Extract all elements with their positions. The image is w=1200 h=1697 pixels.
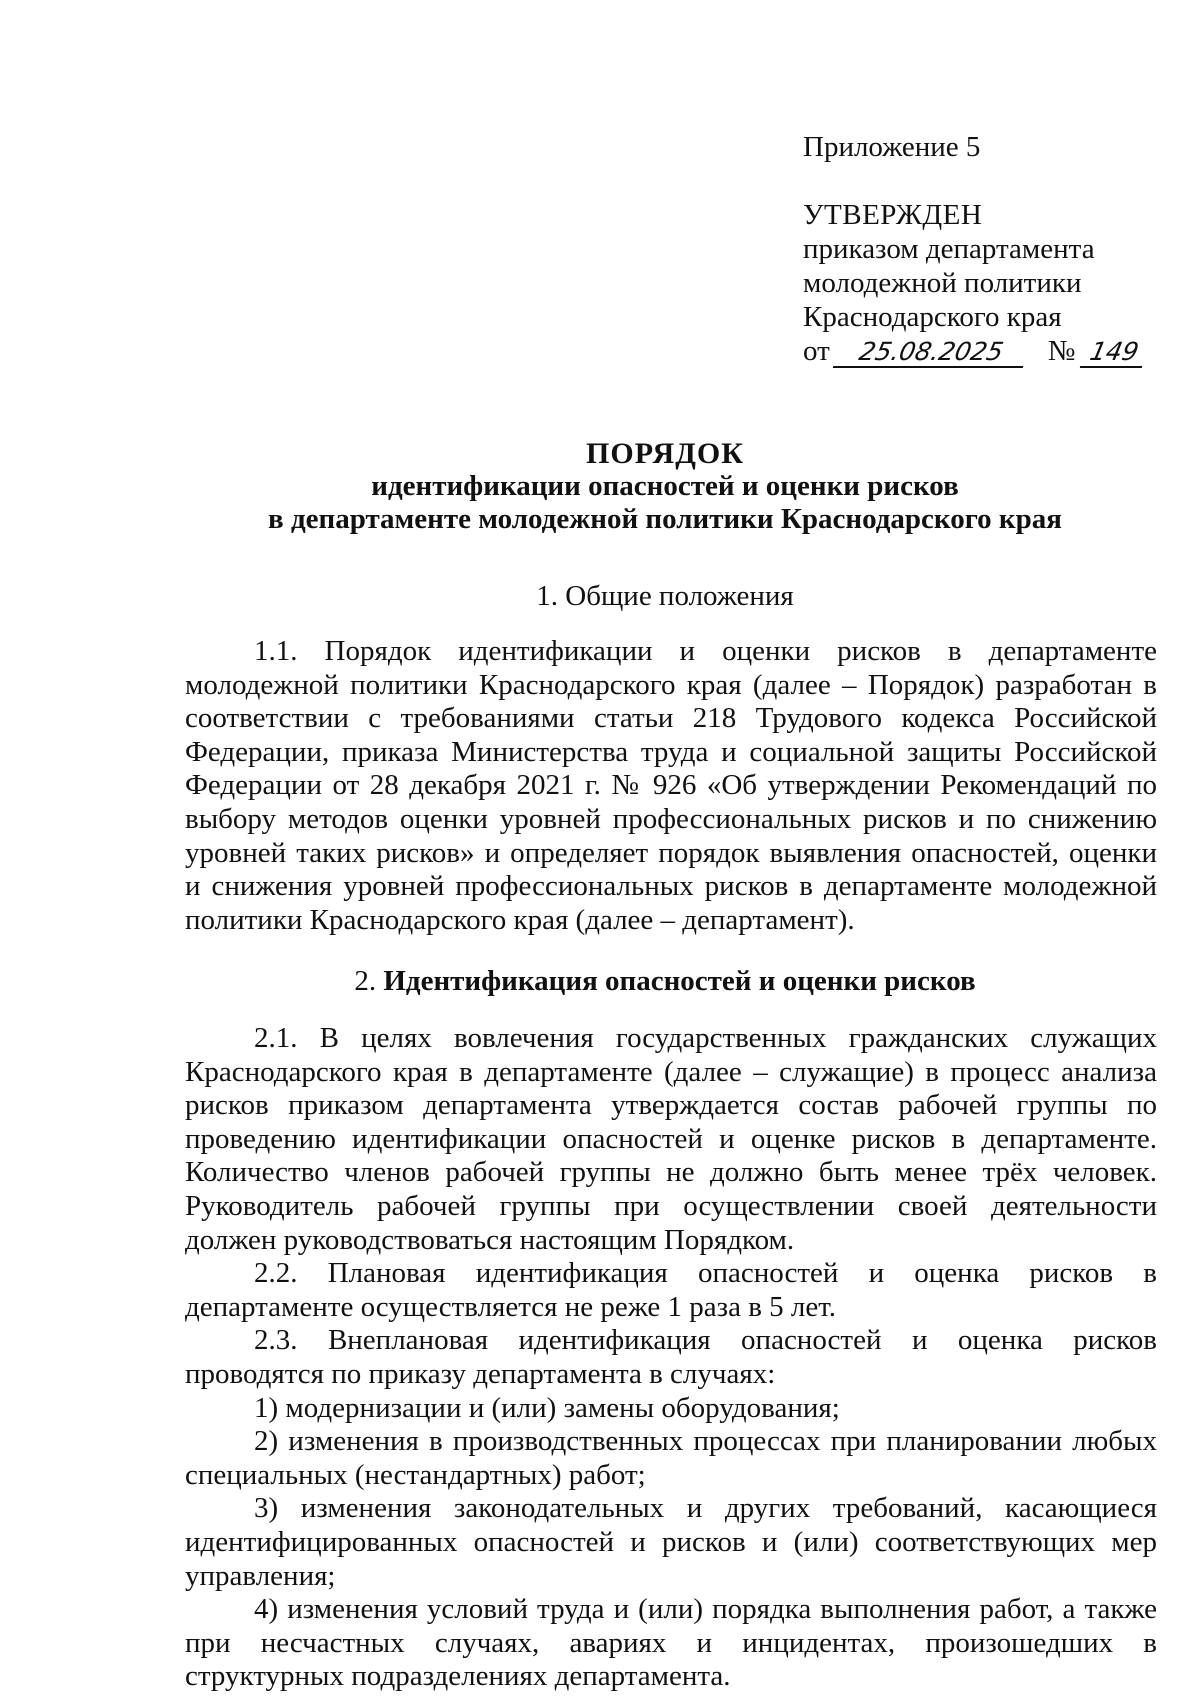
section-2-heading (185, 965, 1145, 998)
title-subtitle-1: идентификации опасностей и оценки рисков (371, 470, 959, 502)
paragraph-2-1: 2.1. В целях вовлечения государственных гражданских служащих Краснодарского края в департаменте (далее – служащие) в процесс анализа рисков приказом департамента утверждается состав рабочей группы по проведению идентификации опасностей и оценке рисков в департаменте. Количество членов рабочей группы не должно быть менее трёх человек. Руководитель рабочей группы при осуществлении своей деятельности должен руководствоваться настоящим Порядком. (185, 1022, 1157, 1256)
section-2-heading-text: Идентификация опасностей и оценки рисков (383, 965, 976, 997)
approved-label: УТВЕРЖДЕН (803, 199, 983, 231)
section-1-heading: 1. Общие положения (536, 580, 794, 612)
list-item-4: 4) изменения условий труда и (или) порядка выполнения работ, а также при несчастных случаях, авариях и инцидентах, произошедших в структурных подразделениях департамента. (185, 1593, 1157, 1693)
document-title (185, 437, 1145, 536)
paragraph-2-3: 2.3. Внеплановая идентификация опасностей и оценка рисков проводятся по приказу департамента в случаях: (185, 1324, 1157, 1390)
section-2-body (185, 1022, 1157, 1694)
approval-line-2: молодежной политики (803, 267, 1082, 299)
list-item-2: 2) изменения в производственных процессах при планировании любых специальных (нестандартных) работ; (185, 1425, 1157, 1491)
list-item-3: 3) изменения законодательных и других требований, касающиеся идентифицированных опасностей и рисков и (или) соответствующих мер управления; (185, 1492, 1157, 1592)
paragraph-1-1: 1.1. Порядок идентификации и оценки рисков в департаменте молодежной политики Краснодарского края (далее – Порядок) разработан в соответствии с требованиями статьи 218 Трудового кодекса Российской Федерации, приказа Министерства труда и социальной защиты Российской Федерации от 28 декабря 2021 г. № 926 «Об утверждении Рекомендаций по выбору методов оценки уровней профессиональных рисков и по снижению уровней таких рисков» и определяет порядок выявления опасностей, оценки и снижения уровней профессиональных рисков в департаменте молодежной политики Краснодарского края (далее – департамент). (185, 635, 1157, 936)
section-1-body (185, 635, 1157, 937)
approval-date-number-row (803, 334, 1163, 368)
approval-line-3: Краснодарского края (803, 301, 1062, 333)
title-subtitle-2: в департаменте молодежной политики Краснодарского края (268, 503, 1062, 535)
date-prefix: от (803, 335, 830, 367)
title-main: ПОРЯДОК (586, 437, 744, 470)
approval-stamp-block (803, 130, 1163, 368)
section-2-heading-number: 2. (354, 965, 377, 997)
handwritten-date: 25.08.2025 (833, 338, 1029, 368)
paragraph-2-2: 2.2. Плановая идентификация опасностей и оценка рисков в департаменте осуществляется не реже 1 раза в 5 лет. (185, 1257, 1157, 1323)
number-prefix: № (1047, 335, 1076, 367)
approval-line-1: приказом департамента (803, 233, 1095, 265)
list-item-1: 1) модернизации и (или) замены оборудования; (254, 1391, 840, 1424)
appendix-label: Приложение 5 (803, 131, 981, 163)
handwritten-number: 149 (1080, 338, 1148, 368)
